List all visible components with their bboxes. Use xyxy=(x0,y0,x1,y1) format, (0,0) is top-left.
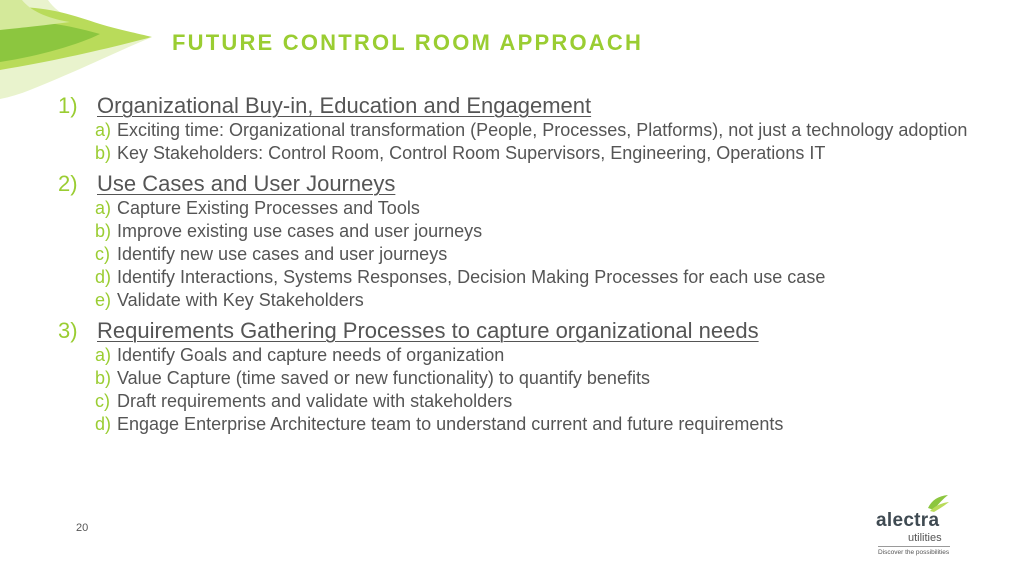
item-letter: d) xyxy=(95,267,112,287)
section-number: 1) xyxy=(58,93,78,118)
list-item xyxy=(95,413,978,436)
item-letter: c) xyxy=(95,244,110,264)
item-text: Engage Enterprise Architecture team to understand current and future requirements xyxy=(117,414,784,434)
item-letter: a) xyxy=(95,198,112,218)
item-text: Validate with Key Stakeholders xyxy=(117,290,364,310)
section-number: 2) xyxy=(58,171,78,196)
section-title: Requirements Gathering Processes to capture organizational needs xyxy=(97,318,759,343)
section-items xyxy=(58,119,978,165)
item-text: Identify new use cases and user journeys xyxy=(117,244,448,264)
logo-subtitle: utilities xyxy=(908,532,942,544)
list-item xyxy=(95,243,978,266)
list-item xyxy=(95,289,978,312)
item-letter: a) xyxy=(95,345,112,365)
item-text: Draft requirements and validate with stakeholders xyxy=(117,391,513,411)
list-item xyxy=(95,142,978,165)
list-item xyxy=(95,266,978,289)
item-letter: b) xyxy=(95,368,112,388)
logo-tagline: Discover the possibilities xyxy=(878,549,950,556)
item-text: Identify Goals and capture needs of organization xyxy=(117,345,505,365)
item-text: Exciting time: Organizational transformation (People, Processes, Platforms), not just a technology adoption xyxy=(117,120,968,140)
item-text: Key Stakeholders: Control Room, Control Room Supervisors, Engineering, Operations IT xyxy=(117,143,826,163)
item-text: Improve existing use cases and user journeys xyxy=(117,221,483,241)
section-title: Use Cases and User Journeys xyxy=(97,171,396,196)
decorative-ribbon xyxy=(0,0,200,100)
section-3 xyxy=(58,318,978,436)
section-items xyxy=(58,197,978,312)
page-number: 20 xyxy=(76,522,89,534)
item-letter: d) xyxy=(95,414,112,434)
section-items xyxy=(58,344,978,436)
logo-wordmark: alectra xyxy=(876,510,940,531)
section-1 xyxy=(58,93,978,165)
list-item xyxy=(95,197,978,220)
item-text: Value Capture (time saved or new functionality) to quantify benefits xyxy=(117,368,650,388)
logo-divider xyxy=(878,546,950,547)
list-item xyxy=(95,220,978,243)
list-item xyxy=(95,390,978,413)
section-title: Organizational Buy-in, Education and Engagement xyxy=(97,93,592,118)
section-2 xyxy=(58,171,978,312)
item-letter: a) xyxy=(95,120,112,140)
alectra-logo xyxy=(872,494,952,560)
item-letter: c) xyxy=(95,391,110,411)
section-number: 3) xyxy=(58,318,78,343)
list-item xyxy=(95,344,978,367)
item-text: Identify Interactions, Systems Responses, Decision Making Processes for each use case xyxy=(117,267,826,287)
section-list xyxy=(58,93,978,442)
item-letter: b) xyxy=(95,143,112,163)
item-text: Capture Existing Processes and Tools xyxy=(117,198,420,218)
item-letter: b) xyxy=(95,221,112,241)
list-item xyxy=(95,367,978,390)
item-letter: e) xyxy=(95,290,112,310)
list-item xyxy=(95,119,978,142)
page-title: FUTURE CONTROL ROOM APPROACH xyxy=(172,30,644,55)
